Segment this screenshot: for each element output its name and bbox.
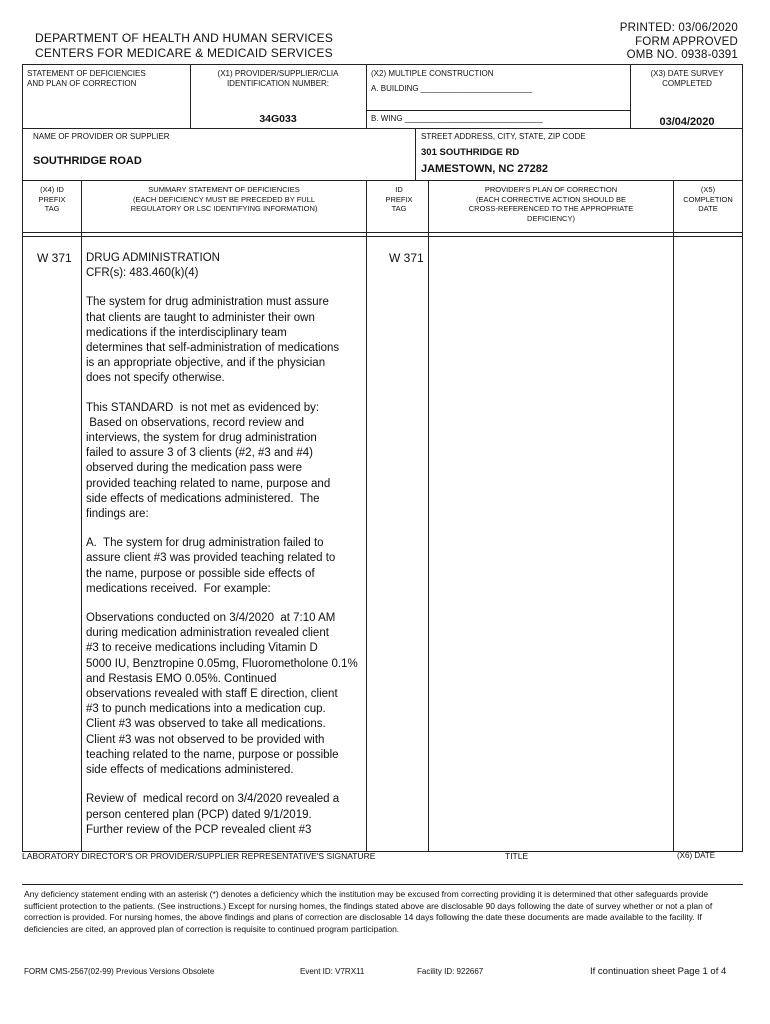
col-plan-header: PROVIDER'S PLAN OF CORRECTION (EACH CORRECTIVE ACTION SHOULD BE CROSS-REFERENCED TO THE APPROPRIATE DEFICIENCY) xyxy=(468,185,634,223)
provider-id-value: 34G033 xyxy=(259,113,297,125)
title-label: TITLE xyxy=(505,851,529,861)
observation-paragraph: Observations conducted on 3/4/2020 at 7:10 AM during medication administration revealed client #3 to receive medications including Vitamin D 5000 IU, Benztropine 0.05mg, Fluorometholone 0.1% and Restasis EMO 0.05%. Continued observations revealed with staff E direction, client #3 to punch medications into a medication cup. Client #3 was observed to take all medications. Client #3 was not observed to be provided with teaching related to the name, purpose or possible side effects of medications administered. xyxy=(86,612,358,777)
page-indicator: If continuation sheet Page 1 of 4 xyxy=(590,966,727,977)
col-x5-header: (X5) COMPLETION DATE xyxy=(683,185,733,213)
col-x4-header: (X4) ID PREFIX TAG xyxy=(38,185,66,213)
facility-id: Facility ID: 922667 xyxy=(417,967,484,976)
cms-line: CENTERS FOR MEDICARE & MEDICAID SERVICES xyxy=(35,46,333,60)
finding-a-paragraph: A. The system for drug administration failed to assure client #3 was provided teaching related to the name, purpose or possible side effects of medications received. For example: xyxy=(86,537,336,595)
deficiency-title: DRUG ADMINISTRATION CFR(s): 483.460(k)(4) xyxy=(86,252,220,280)
review-paragraph: Review of medical record on 3/4/2020 revealed a person centered plan (PCP) dated 9/1/2019. Further review of the PCP revealed client #3 xyxy=(86,793,340,836)
omb-number: OMB NO. 0938-0391 xyxy=(626,49,738,61)
x1-label: (X1) PROVIDER/SUPPLIER/CLIA IDENTIFICATION NUMBER: xyxy=(217,69,339,88)
tag-left: W 371 xyxy=(37,251,72,265)
provider-name-label: NAME OF PROVIDER OR SUPPLIER xyxy=(33,132,170,141)
event-id: Event ID: V7RX11 xyxy=(300,967,365,976)
regulation-text: The system for drug administration must assure that clients are taught to administer their own medications if the interdisciplinary team determines that self-administration of medications is an appropriate objective, and if the physician does not specify otherwise. xyxy=(86,296,340,385)
col-id-header: ID PREFIX TAG xyxy=(385,185,413,213)
deficiency-body xyxy=(86,251,368,852)
wing-label: B. WING _______________________________ xyxy=(371,114,543,123)
finding-paragraph: This STANDARD is not met as evidenced by: Based on observations, record review and interviews, the system for drug administration failed to assure 3 of 3 clients (#2, #3 and #4) observed during the medication pass were provided teaching related to name, purpose and side effects of medications administered. The findings are: xyxy=(86,401,331,521)
signature-label: LABORATORY DIRECTOR'S OR PROVIDER/SUPPLIER REPRESENTATIVE'S SIGNATURE xyxy=(22,851,376,861)
x2-label: (X2) MULTIPLE CONSTRUCTION xyxy=(371,69,494,78)
x3-label: (X3) DATE SURVEY COMPLETED xyxy=(650,69,724,88)
survey-date-value: 03/04/2020 xyxy=(659,116,715,128)
department-line: DEPARTMENT OF HEALTH AND HUMAN SERVICES xyxy=(35,31,334,45)
address-line1: 301 SOUTHRIDGE RD xyxy=(421,147,520,158)
print-info xyxy=(620,22,738,63)
address-label: STREET ADDRESS, CITY, STATE, ZIP CODE xyxy=(421,132,586,141)
department-heading xyxy=(35,31,333,61)
address-line2: JAMESTOWN, NC 27282 xyxy=(421,163,548,175)
x6-date-label: (X6) DATE xyxy=(677,851,716,860)
disclaimer-text: Any deficiency statement ending with an asterisk (*) denotes a deficiency which the institution may be excused from correcting providing it is determined that other safeguards provide sufficient protection to the patients. (See instructions.) Except for nursing homes, the findings stated above are disclosable 90 days following the date of survey whether or not a plan of correction is provided. For nursing homes, the above findings and plans of correction are disclosable 14 days following the date these documents are made available to the facility. If deficiencies are cited, an approved plan of correction is requisite to continued program participation. xyxy=(24,889,713,934)
building-label: A. BUILDING _________________________ xyxy=(371,84,533,93)
form-approved: FORM APPROVED xyxy=(635,35,738,48)
tag-right: W 371 xyxy=(389,251,424,265)
provider-name-value: SOUTHRIDGE ROAD xyxy=(33,155,142,167)
statement-label: STATEMENT OF DEFICIENCIES AND PLAN OF CORRECTION xyxy=(27,69,146,88)
col-summary-header: SUMMARY STATEMENT OF DEFICIENCIES (EACH DEFICIENCY MUST BE PRECEDED BY FULL REGULATORY OR LSC IDENTIFYING INFORMATION) xyxy=(130,185,318,213)
printed-date: PRINTED: 03/06/2020 xyxy=(619,22,738,34)
form-footer: FORM CMS-2567(02-99) Previous Versions Obsolete xyxy=(24,967,215,976)
